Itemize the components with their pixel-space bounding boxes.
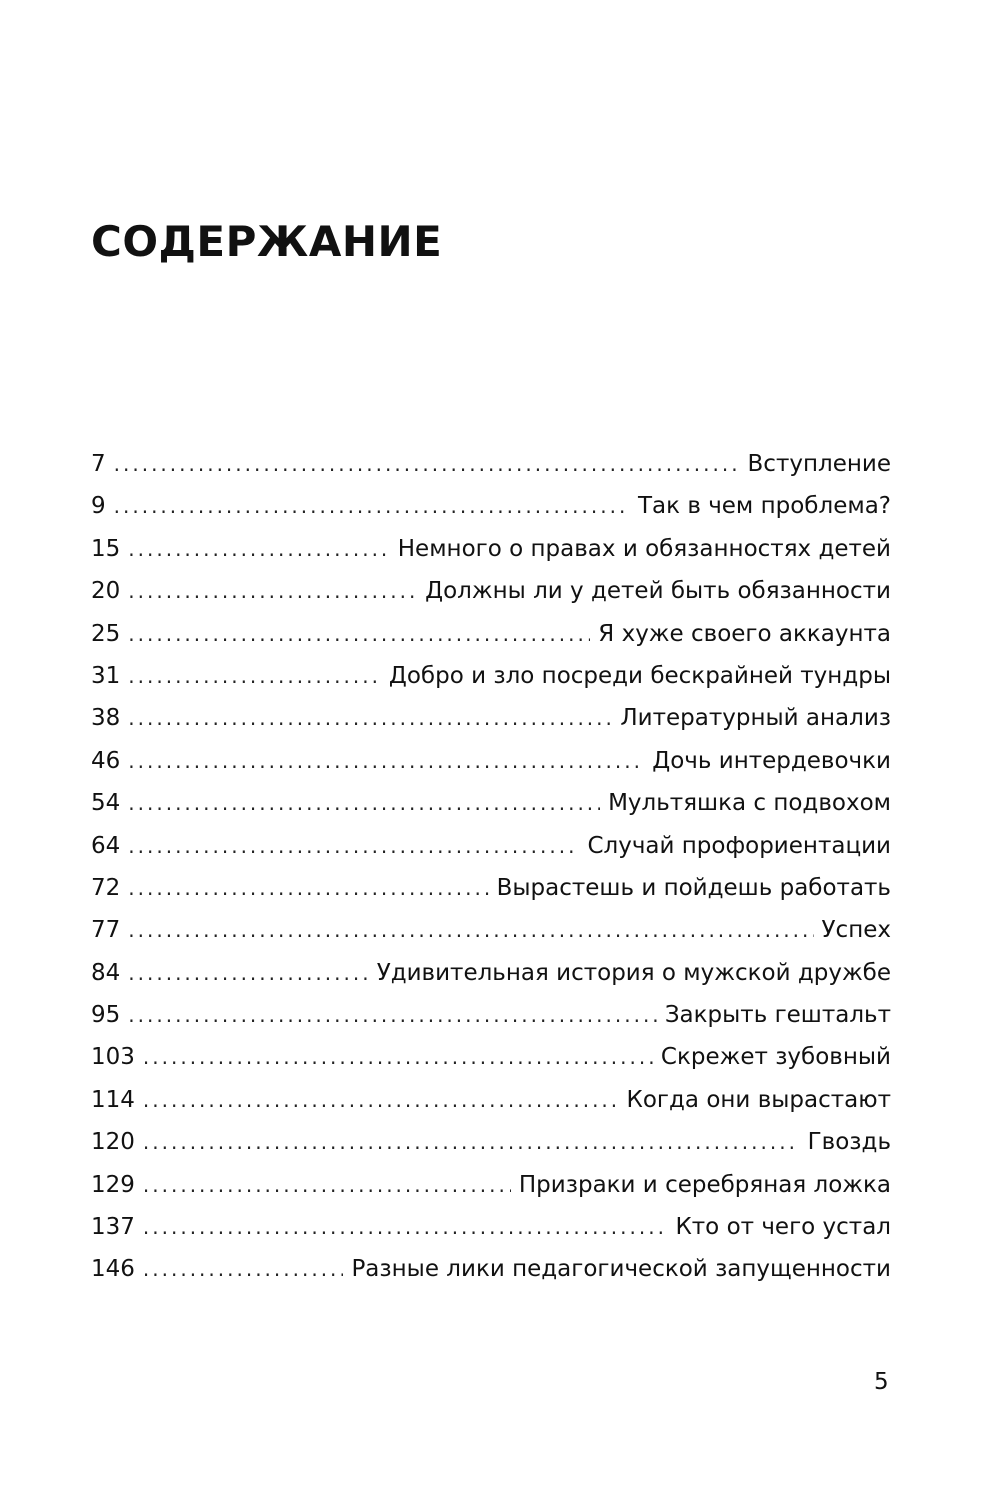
toc-chapter-title: Так в чем проблема? — [637, 493, 891, 520]
toc-page-number: 120 — [91, 1129, 135, 1156]
toc-page-number: 95 — [91, 1002, 121, 1029]
toc-entry — [91, 909, 891, 951]
toc-dot-leader — [128, 528, 389, 570]
toc-dot-leader — [114, 485, 630, 527]
toc-entry — [91, 1206, 891, 1248]
toc-dot-leader — [128, 909, 813, 951]
toc-entry — [91, 1121, 891, 1163]
toc-entry — [91, 697, 891, 739]
toc-page-number: 7 — [91, 451, 106, 477]
toc-dot-leader — [128, 613, 590, 655]
toc-entry — [91, 1036, 891, 1078]
page-title: СОДЕРЖАНИЕ — [91, 217, 443, 266]
toc-chapter-title: Литературный анализ — [620, 705, 891, 732]
toc-chapter-title: Немного о правах и обязанностях детей — [397, 535, 891, 562]
toc-page-number: 38 — [91, 705, 121, 732]
toc-chapter-title: Добро и зло посреди бескрайней тундры — [388, 662, 891, 689]
toc-chapter-title: Вырастешь и пойдешь работать — [496, 874, 891, 901]
toc-chapter-title: Скрежет зубовный — [660, 1044, 891, 1071]
toc-dot-leader — [128, 655, 381, 697]
toc-entry — [91, 613, 891, 655]
toc-entry — [91, 528, 891, 570]
toc-chapter-title: Закрыть гештальт — [664, 1002, 891, 1029]
toc-entry — [91, 485, 891, 527]
toc-dot-leader — [114, 443, 740, 485]
toc-dot-leader — [128, 952, 368, 994]
toc-page-number: 15 — [91, 535, 121, 562]
toc-chapter-title: Гвоздь — [807, 1129, 891, 1156]
toc-page-number: 137 — [91, 1214, 135, 1241]
toc-page-number: 25 — [91, 620, 121, 647]
toc-entry — [91, 655, 891, 697]
toc-entry — [91, 867, 891, 909]
toc-entry — [91, 1248, 891, 1290]
toc-entry — [91, 782, 891, 824]
toc-entry — [91, 952, 891, 994]
toc-chapter-title: Случай профориентации — [587, 832, 891, 859]
toc-dot-leader — [143, 1121, 800, 1163]
toc-dot-leader — [143, 1206, 668, 1248]
toc-chapter-title: Должны ли у детей быть обязанности — [425, 578, 891, 605]
toc-dot-leader — [143, 1079, 619, 1121]
toc-chapter-title: Успех — [821, 917, 891, 944]
toc-page-number: 46 — [91, 747, 121, 774]
toc-page-number: 64 — [91, 832, 121, 859]
toc-page-number: 77 — [91, 917, 121, 944]
toc-page-number: 54 — [91, 790, 121, 817]
toc-chapter-title: Разные лики педагогической запущенности — [351, 1256, 891, 1283]
toc-chapter-title: Я хуже своего аккаунта — [598, 620, 891, 647]
toc-dot-leader — [128, 697, 612, 739]
toc-chapter-title: Вступление — [747, 451, 891, 477]
toc-page-number: 9 — [91, 493, 106, 520]
toc-dot-leader — [143, 1164, 511, 1206]
table-of-contents — [91, 443, 891, 1291]
toc-chapter-title: Когда они вырастают — [626, 1086, 891, 1113]
toc-dot-leader — [143, 1248, 344, 1290]
toc-entry — [91, 740, 891, 782]
toc-dot-leader — [143, 1036, 653, 1078]
toc-page-number: 72 — [91, 874, 121, 901]
toc-chapter-title: Дочь интердевочки — [652, 747, 891, 774]
toc-page-number: 129 — [91, 1171, 135, 1198]
toc-page-number: 31 — [91, 662, 121, 689]
toc-entry — [91, 994, 891, 1036]
toc-chapter-title: Кто от чего устал — [675, 1214, 891, 1241]
toc-dot-leader — [128, 994, 657, 1036]
page-number: 5 — [874, 1369, 889, 1395]
toc-entry — [91, 825, 891, 867]
toc-dot-leader — [128, 867, 488, 909]
toc-page-number: 103 — [91, 1044, 135, 1071]
toc-page-number: 84 — [91, 959, 121, 986]
toc-dot-leader — [128, 740, 644, 782]
toc-chapter-title: Удивительная история о мужской дружбе — [376, 959, 891, 986]
toc-page-number: 114 — [91, 1086, 135, 1113]
toc-entry — [91, 570, 891, 612]
toc-chapter-title: Призраки и серебряная ложка — [518, 1171, 891, 1198]
toc-dot-leader — [128, 782, 600, 824]
toc-page-number: 20 — [91, 578, 121, 605]
toc-entry — [91, 1079, 891, 1121]
toc-entry — [91, 443, 891, 485]
toc-dot-leader — [128, 570, 417, 612]
toc-page-number: 146 — [91, 1256, 135, 1283]
toc-dot-leader — [128, 825, 579, 867]
toc-chapter-title: Мультяшка с подвохом — [608, 790, 891, 817]
toc-entry — [91, 1164, 891, 1206]
